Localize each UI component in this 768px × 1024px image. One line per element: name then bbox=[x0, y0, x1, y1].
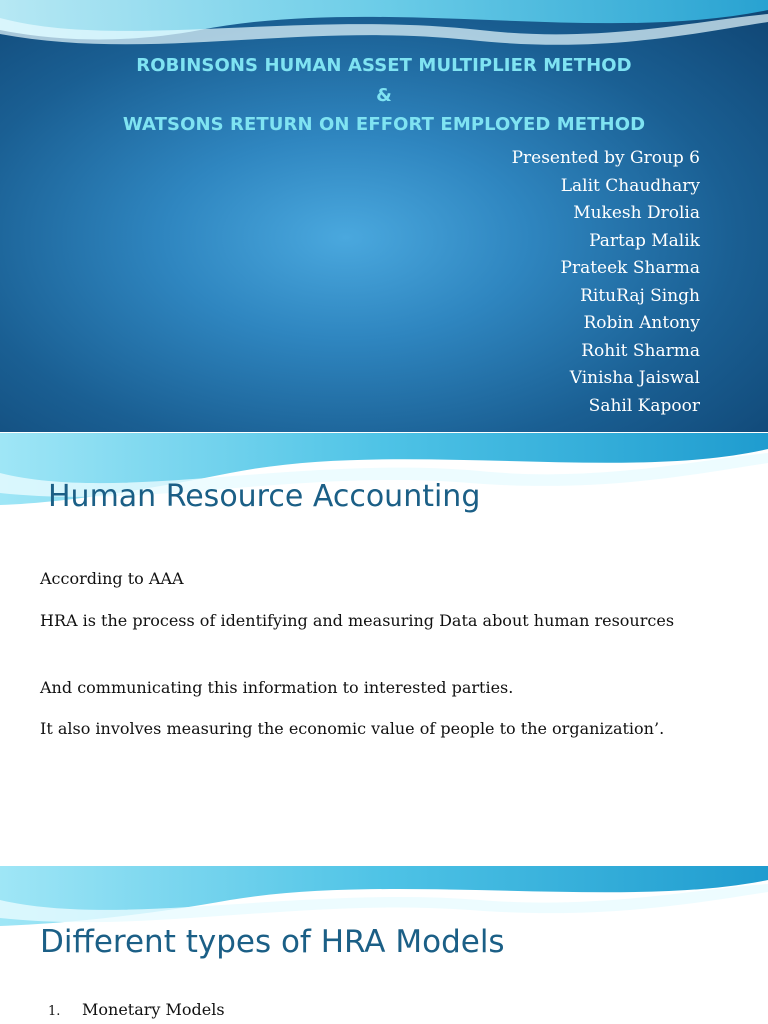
presenter-line: Prateek Sharma bbox=[560, 258, 700, 278]
presenter-line: Vinisha Jaiswal bbox=[569, 368, 700, 388]
slide-title bbox=[0, 0, 768, 432]
slide-hra-models bbox=[0, 866, 768, 1024]
paragraph: HRA is the process of identifying and measuring Data about human resources bbox=[40, 611, 675, 630]
slide-heading: Human Resource Accounting bbox=[48, 479, 481, 514]
title-line-3: WATSONS RETURN ON EFFORT EMPLOYED METHOD bbox=[122, 114, 646, 135]
wave-decoration-top bbox=[0, 0, 768, 60]
paragraph: According to AAA bbox=[40, 569, 184, 588]
presenter-line: Partap Malik bbox=[589, 230, 700, 251]
presenter-line: Lalit Chaudhary bbox=[560, 175, 700, 196]
title-line-1: ROBINSONS HUMAN ASSET MULTIPLIER METHOD bbox=[136, 55, 632, 76]
presenter-line: Presented by Group 6 bbox=[511, 148, 700, 168]
presenter-line: Mukesh Drolia bbox=[573, 203, 700, 223]
presenter-list bbox=[512, 145, 700, 420]
list-number: 1. bbox=[48, 1004, 61, 1019]
slide-heading: Different types of HRA Models bbox=[40, 924, 505, 960]
presenter-line: RituRaj Singh bbox=[580, 285, 700, 306]
presenter-line: Robin Antony bbox=[583, 313, 700, 333]
paragraph: It also involves measuring the economic value of people to the organization’. bbox=[40, 719, 665, 738]
list-text: Monetary Models bbox=[82, 1000, 225, 1019]
presenter-line: Rohit Sharma bbox=[581, 340, 700, 361]
paragraph: And communicating this information to interested parties. bbox=[40, 678, 514, 697]
presenter-line: Sahil Kapoor bbox=[588, 395, 700, 416]
list-item bbox=[48, 1000, 225, 1019]
title-line-2: & bbox=[376, 85, 392, 106]
slide-hra bbox=[0, 433, 768, 837]
